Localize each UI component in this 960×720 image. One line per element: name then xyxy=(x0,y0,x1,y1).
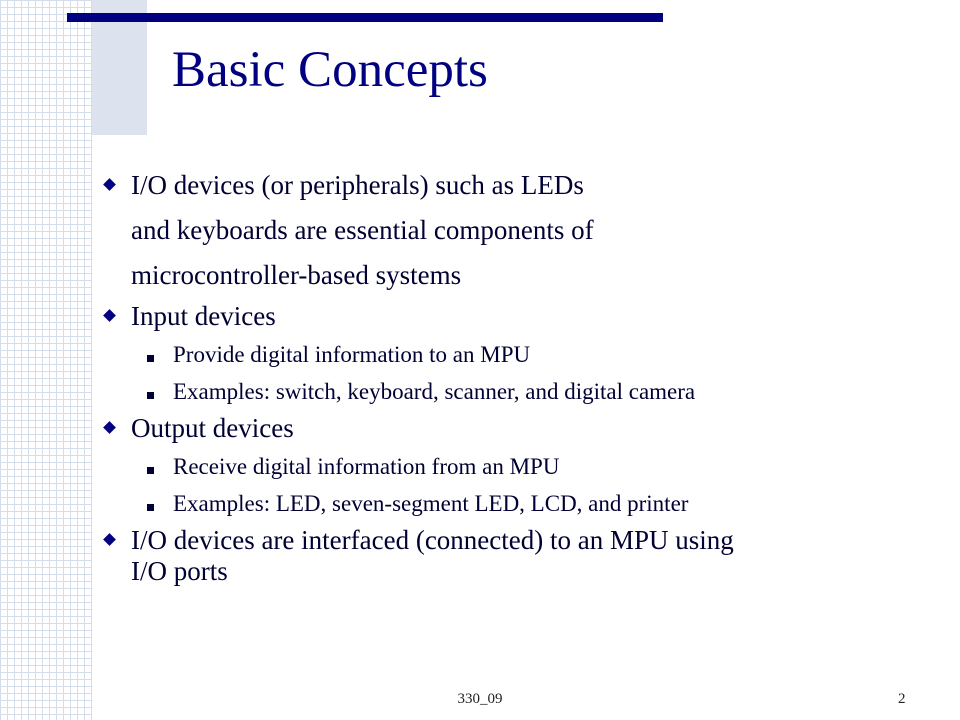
diamond-bullet-icon xyxy=(103,309,116,322)
bullet-text: I/O devices are interfaced (connected) to an MPU using xyxy=(131,524,734,555)
bullet-continuation xyxy=(103,556,923,587)
slide-content xyxy=(103,170,923,587)
sub-bullet-item xyxy=(103,379,923,405)
square-bullet-icon xyxy=(147,467,154,474)
bullet-text: I/O devices (or peripherals) such as LEDs xyxy=(131,170,584,200)
bullet-item xyxy=(103,525,923,556)
bullet-continuation xyxy=(103,215,923,246)
sub-bullet-item xyxy=(103,342,923,368)
slide-title: Basic Concepts xyxy=(172,42,488,98)
bullet-continuation xyxy=(103,260,923,291)
sub-bullet-text: Provide digital information to an MPU xyxy=(173,342,531,368)
bullet-item xyxy=(103,413,923,444)
bullet-text: Output devices xyxy=(131,413,294,444)
diamond-bullet-icon xyxy=(103,421,116,434)
sub-bullet-text: Receive digital information from an MPU xyxy=(173,454,560,480)
bullet-item xyxy=(103,170,923,201)
square-bullet-icon xyxy=(147,355,154,362)
bullet-text: I/O ports xyxy=(131,556,228,587)
sub-bullet-item xyxy=(103,491,923,517)
footer-text: 330_09 xyxy=(457,691,503,707)
page-number: 2 xyxy=(898,691,906,707)
bullet-text: microcontroller-based systems xyxy=(131,260,462,291)
bullet-item xyxy=(103,301,923,332)
sub-bullet-item xyxy=(103,454,923,480)
diamond-bullet-icon xyxy=(103,533,116,546)
square-bullet-icon xyxy=(147,392,154,399)
top-rule xyxy=(67,13,663,22)
left-grid-decoration xyxy=(0,0,92,720)
square-bullet-icon xyxy=(147,504,154,511)
bullet-text: Input devices xyxy=(131,301,276,332)
sub-bullet-text: Examples: LED, seven-segment LED, LCD, and printer xyxy=(173,490,689,516)
diamond-bullet-icon xyxy=(103,178,116,191)
bullet-text: and keyboards are essential components of xyxy=(131,215,594,246)
sub-bullet-text: Examples: switch, keyboard, scanner, and digital camera xyxy=(173,378,696,404)
